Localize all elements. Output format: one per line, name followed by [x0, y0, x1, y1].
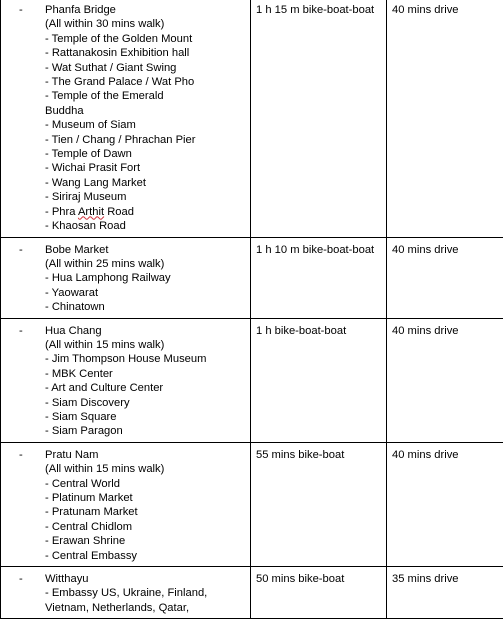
attraction-line: - MBK Center [45, 367, 113, 380]
bullet-dash: - [19, 324, 23, 337]
attraction-line: - Chinatown [45, 301, 105, 314]
attraction-line: - Jim Thompson House Museum [45, 353, 207, 366]
station-name: Bobe Market [45, 243, 109, 256]
drive-time-cell: 40 mins drive [387, 0, 503, 237]
attraction-line: - The Grand Palace / Wat Pho [45, 76, 195, 89]
attraction-line: - Temple of Dawn [45, 148, 132, 161]
attraction-line: - Tien / Chang / Phrachan Pier [45, 133, 196, 146]
attraction-line: - Erawan Shrine [45, 535, 126, 548]
attraction-line: - Khaosan Road [45, 220, 126, 233]
bike-boat-time-cell: 1 h 10 m bike-boat-boat [251, 237, 387, 318]
attraction-line: - Wichai Prasit Fort [45, 162, 141, 175]
attraction-line: - Platinum Market [45, 492, 133, 504]
attraction-line: Vietnam, Netherlands, Qatar, [45, 601, 190, 614]
bike-boat-time-cell: 50 mins bike-boat [251, 567, 387, 619]
attraction-line: Buddha [45, 104, 84, 117]
table-row [1, 442, 503, 566]
bullet-dash: - [19, 573, 23, 586]
attraction-line: - Wang Lang Market [45, 176, 146, 189]
destination-cell [1, 318, 251, 442]
table-row [1, 567, 503, 619]
attraction-line: - Central Embassy [45, 549, 138, 562]
destination-cell [1, 0, 251, 237]
bullet-dash: - [19, 243, 23, 256]
attraction-line: - Museum of Siam [45, 119, 136, 132]
attraction-line: - Yaowarat [45, 286, 99, 299]
attraction-line: - Central Chidlom [45, 520, 133, 533]
drive-time-cell: 40 mins drive [387, 318, 503, 442]
destination-cell [1, 237, 251, 318]
attraction-line: - Temple of the Emerald [45, 90, 164, 103]
attraction-line: - Phra Arthit Road [45, 205, 134, 218]
drive-time-cell: 35 mins drive [387, 567, 503, 619]
attraction-line: - Art and Culture Center [45, 382, 164, 395]
attraction-line: (All within 15 mins walk) [45, 463, 165, 476]
station-name: Witthayu [45, 573, 89, 586]
bike-boat-time-cell: 1 h 15 m bike-boat-boat [251, 0, 387, 237]
station-name: Phanfa Bridge [45, 4, 116, 16]
attraction-line: - Rattanakosin Exhibition hall [45, 47, 190, 60]
drive-time-cell: 40 mins drive [387, 442, 503, 566]
attraction-line: - Temple of the Golden Mount [45, 32, 193, 45]
attraction-line: - Hua Lamphong Railway [45, 272, 171, 285]
attraction-line: (All within 30 mins walk) [45, 18, 165, 31]
attraction-line: - Siam Discovery [45, 396, 130, 409]
bike-boat-time-cell: 55 mins bike-boat [251, 442, 387, 566]
bike-boat-time-cell: 1 h bike-boat-boat [251, 318, 387, 442]
table-row [1, 0, 503, 237]
destination-cell [1, 567, 251, 619]
drive-time-cell: 40 mins drive [387, 237, 503, 318]
attraction-line: (All within 25 mins walk) [45, 257, 165, 270]
attraction-line: - Wat Suthat / Giant Swing [45, 61, 177, 74]
attraction-line: - Siam Paragon [45, 425, 123, 438]
table-row [1, 318, 503, 442]
attraction-line: - Siriraj Museum [45, 191, 127, 204]
bullet-dash: - [19, 4, 23, 16]
attraction-line: - Siam Square [45, 410, 117, 423]
attraction-line: - Central World [45, 477, 121, 490]
station-name: Hua Chang [45, 324, 102, 337]
destination-cell [1, 442, 251, 566]
table-row [1, 237, 503, 318]
attraction-line: - Embassy US, Ukraine, Finland, [45, 587, 208, 600]
station-name: Pratu Nam [45, 448, 99, 461]
bullet-dash: - [19, 448, 23, 461]
attraction-line: (All within 15 mins walk) [45, 338, 165, 351]
attraction-line: - Pratunam Market [45, 506, 138, 519]
